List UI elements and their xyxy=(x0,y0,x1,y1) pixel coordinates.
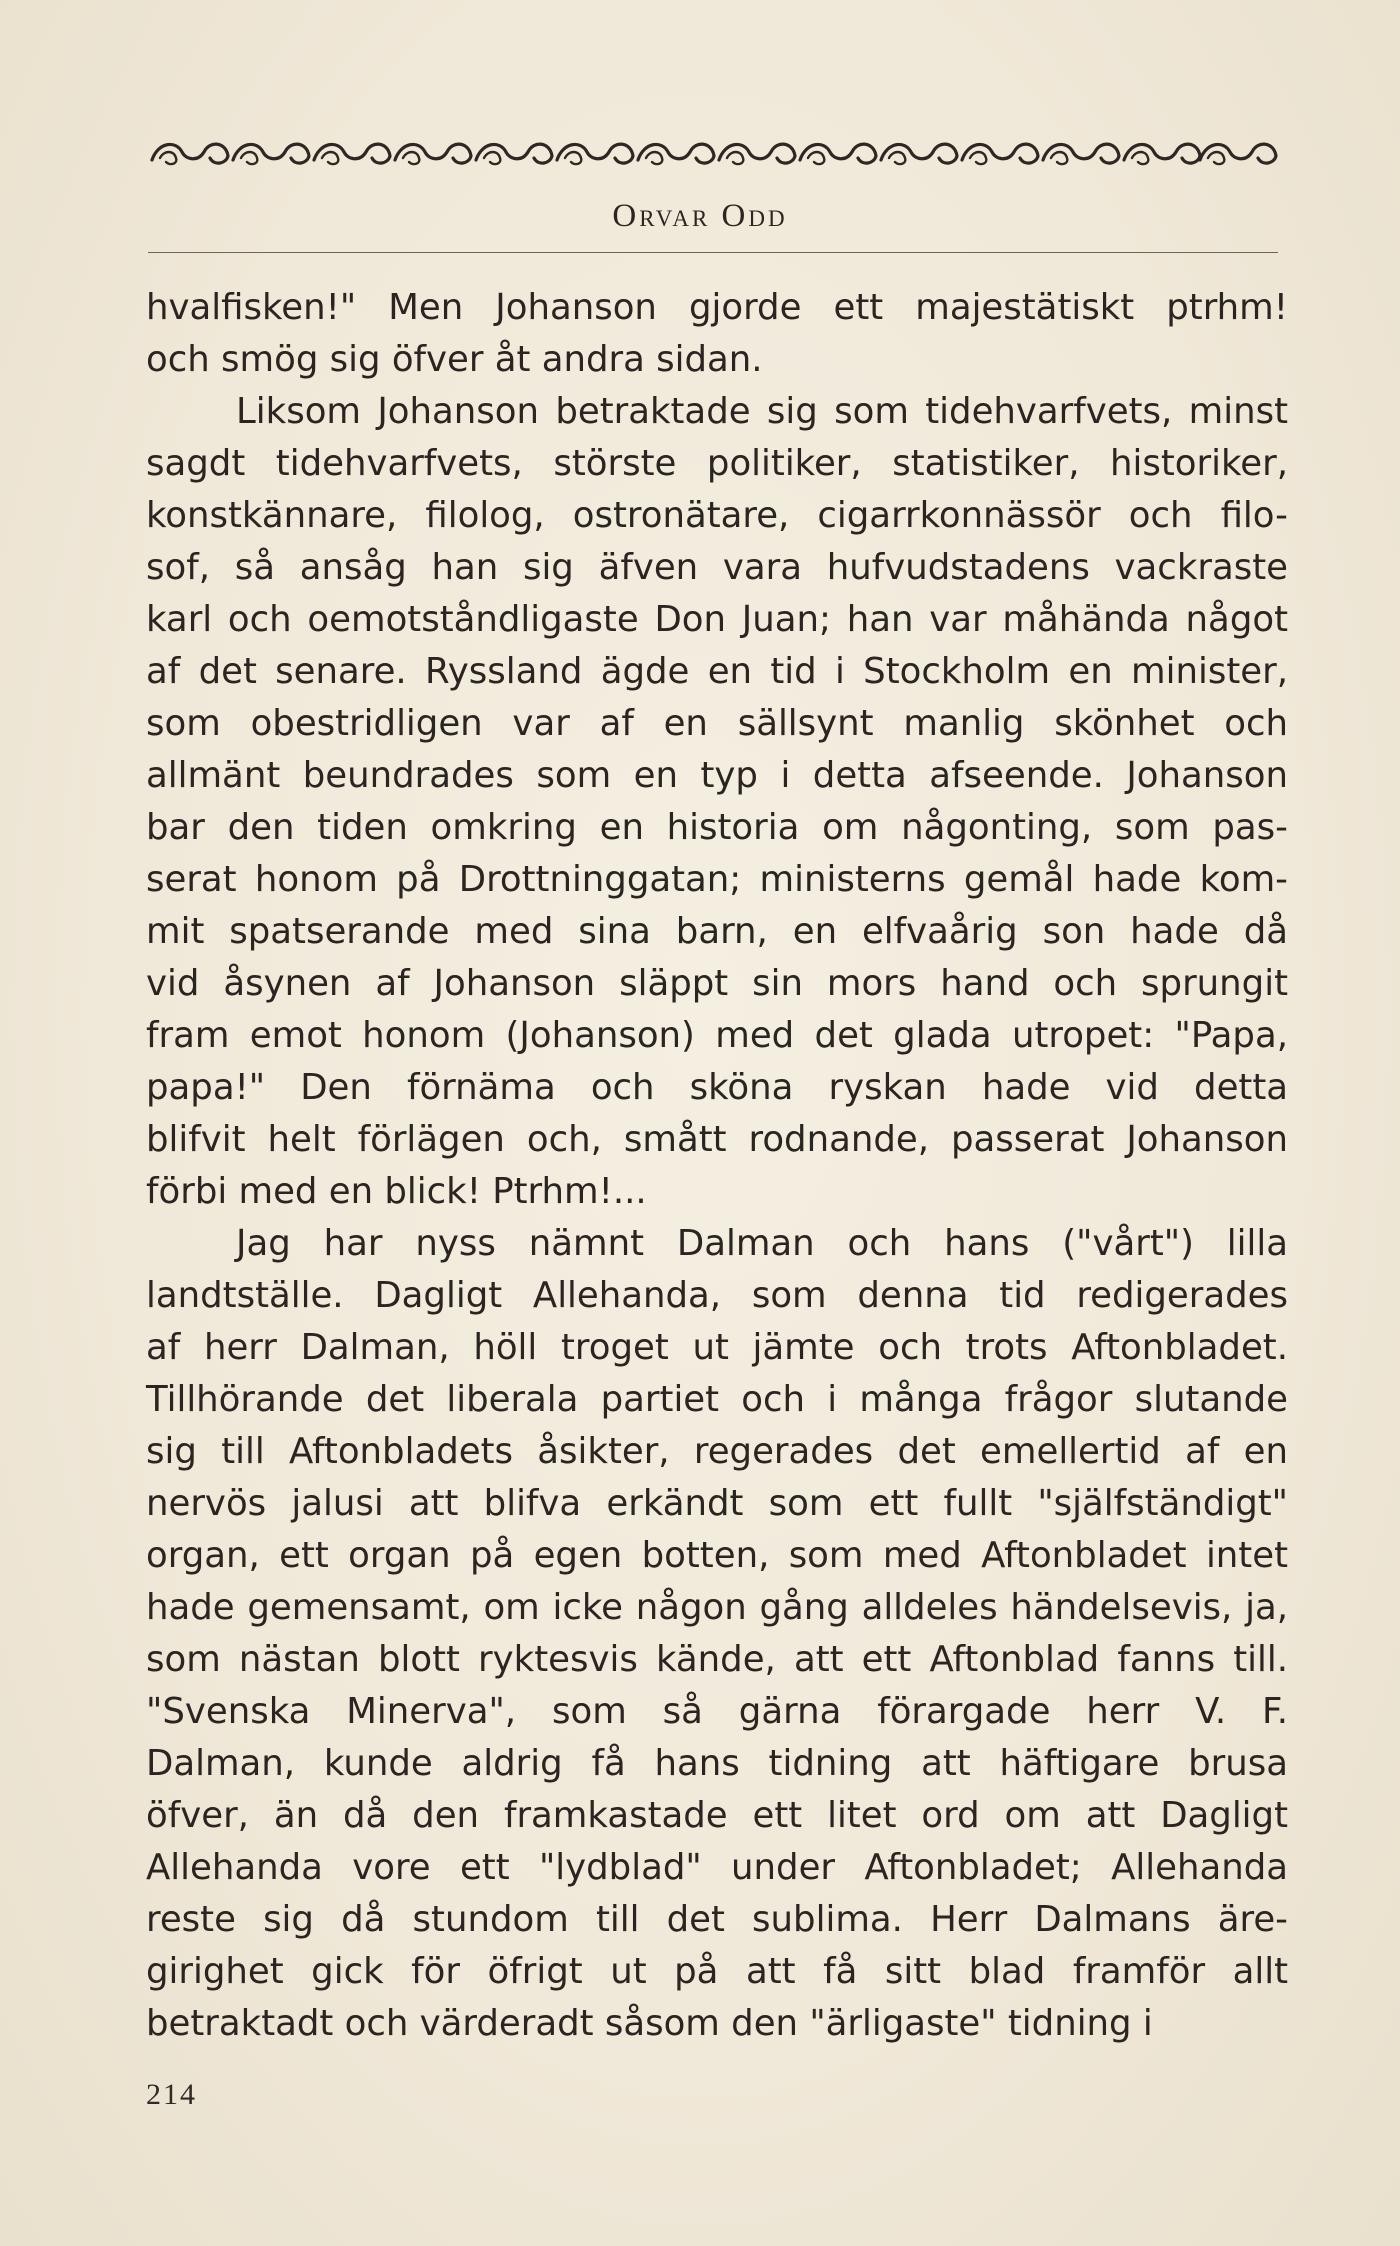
text-line: girighet gick för öfrigt ut på att få sitt blad framför allt xyxy=(146,1951,1288,1992)
text-line: papa!" Den förnäma och sköna ryskan hade vid detta xyxy=(146,1067,1288,1108)
text-line: blifvit helt förlägen och, smått rodnande, passerat Johanson xyxy=(146,1119,1288,1160)
text-line: hade gemensamt, om icke någon gång alldeles händelsevis, ja, xyxy=(146,1587,1288,1628)
text-line: mit spatserande med sina barn, en elfvaårig son hade då xyxy=(146,911,1288,952)
text-line: öfver, än då den framkastade ett litet ord om att Dagligt xyxy=(146,1795,1288,1836)
text-line: bar den tiden omkring en historia om någonting, som pas- xyxy=(146,807,1288,848)
text-line: af herr Dalman, höll troget ut jämte och trots Aftonbladet. xyxy=(146,1327,1288,1368)
text-line: och smög sig öfver åt andra sidan. xyxy=(146,339,763,380)
text-line: landtställe. Dagligt Allehanda, som denna tid redigerades xyxy=(146,1275,1288,1316)
text-line: af det senare. Ryssland ägde en tid i Stockholm en minister, xyxy=(146,651,1288,692)
text-line: sagdt tidehvarfvets, störste politiker, statistiker, historiker, xyxy=(146,443,1288,484)
body-text xyxy=(146,282,1288,2050)
text-line: som obestridligen var af en sällsynt manlig skönhet och xyxy=(146,703,1288,744)
text-line: karl och oemotståndligaste Don Juan; han var måhända något xyxy=(146,599,1288,640)
text-line: vid åsynen af Johanson släppt sin mors hand och sprungit xyxy=(146,963,1288,1004)
text-line: konstkännare, filolog, ostronätare, cigarrkonnässör och filo- xyxy=(146,495,1288,536)
text-line: Tillhörande det liberala partiet och i många frågor slutande xyxy=(146,1379,1288,1420)
text-line: organ, ett organ på egen botten, som med Aftonbladet intet xyxy=(146,1535,1288,1576)
text-line: Dalman, kunde aldrig få hans tidning att häftigare brusa xyxy=(146,1743,1288,1784)
text-line: förbi med en blick! Ptrhm!... xyxy=(146,1171,647,1212)
header-rule xyxy=(148,252,1278,253)
running-head-title: Orvar Odd xyxy=(612,198,788,234)
ornament-border-icon xyxy=(148,128,1278,178)
text-line: reste sig då stundom till det sublima. Herr Dalmans äre- xyxy=(146,1899,1288,1940)
text-line: hvalfisken!" Men Johanson gjorde ett majestätiskt ptrhm! xyxy=(146,287,1288,328)
text-line: fram emot honom (Johanson) med det glada utropet: "Papa, xyxy=(146,1015,1288,1056)
text-line: sof, så ansåg han sig äfven vara hufvudstadens vackraste xyxy=(146,547,1288,588)
text-line: serat honom på Drottninggatan; ministerns gemål hade kom- xyxy=(146,859,1288,900)
text-line: som nästan blott ryktesvis kände, att ett Aftonblad fanns till. xyxy=(146,1639,1288,1680)
text-line: Jag har nyss nämnt Dalman och hans ("vårt") lilla xyxy=(236,1223,1288,1264)
text-line: nervös jalusi att blifva erkändt som ett fullt "själfständigt" xyxy=(146,1483,1288,1524)
running-head xyxy=(0,198,1400,235)
text-line: Allehanda vore ett "lydblad" under Aftonbladet; Allehanda xyxy=(146,1847,1288,1888)
page-number: 214 xyxy=(146,2078,197,2111)
text-line: "Svenska Minerva", som så gärna förargade herr V. F. xyxy=(146,1691,1288,1732)
text-line: Liksom Johanson betraktade sig som tidehvarfvets, minst xyxy=(236,391,1288,432)
text-line: allmänt beundrades som en typ i detta afseende. Johanson xyxy=(146,755,1288,796)
text-line: betraktadt och värderadt såsom den "ärligaste" tidning i xyxy=(146,2003,1153,2044)
text-line: sig till Aftonbladets åsikter, regerades det emellertid af en xyxy=(146,1431,1288,1472)
